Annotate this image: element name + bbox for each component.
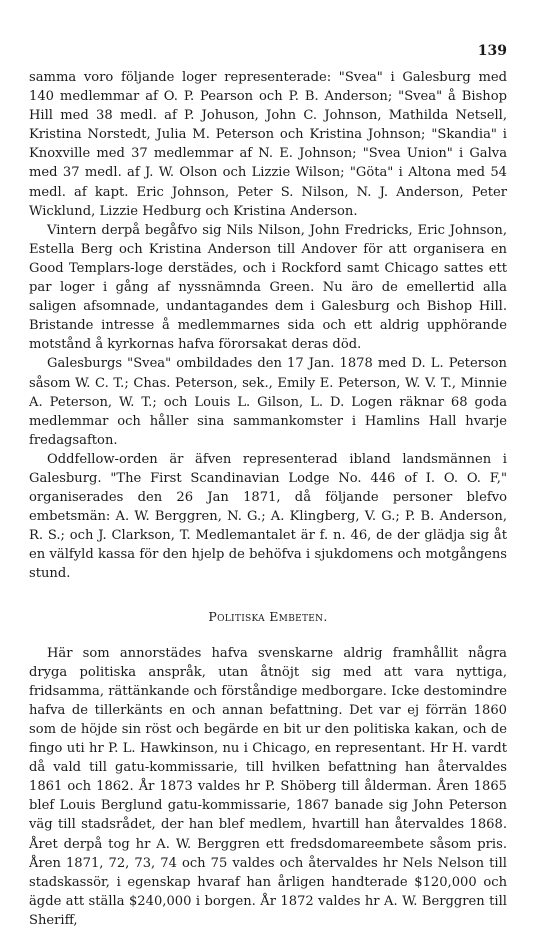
paragraph-political-offices: Här som annorstädes hafva svenskarne aldrig framhållit några dryga politiska anspråk, utan åtnöjt sig med att vara nyttiga, fridsamma, rättänkande och förståndige medborgare. Icke destomindre hafva de tillerkänts en och annan befattning. Det var ej förrän 1860 som de höjde sin röst och begärde en bit ur den politiska kakan, och de fingo uti hr P. L. Hawkinson, nu i Chicago, en representant. Hr H. vardt då vald till gatu-kommissarie, till hvilken befattning han återvaldes 1861 och 1862. År 1873 valdes hr P. Shöberg till ålderman. Åren 1865 blef Louis Berglund gatu-kommissarie, 1867 banade sig John Peterson väg till stadsrådet, der han blef medlem, hvartill han återvaldes 1868. Året derpå tog hr A. W. Berggren ett fredsdomareembete såsom pris. Åren 1871, 72, 73, 74 och 75 valdes och återvaldes hr Nels Nelson till stadskassör, i egenskap hvaraf han årligen handterade $120,000 och ägde att ställa $240,000 i borgen. År 1872 valdes hr A. W. Berggren till Sheriff, <box>29 645 507 928</box>
section-heading: Politiska Embeten. <box>208 608 328 624</box>
paragraph-andover-lodge: Vintern derpå begåfvo sig Nils Nilson, John Fredricks, Eric Johnson, Estella Berg och Kristina Anderson till Andover för att organisera en Good Templars-loge derstädes, och i Rockford samt Chicago sattes ett par loger i gång af nyssnämnda Green. Nu äro de emellertid alla saligen afsomnade, undantagandes dem i Galesburg och Bishop Hill. Bristande intresse å medlemmarnes sida och ett aldrig upphörande motstånd å kyrkornas hafva förorsakat deras död. <box>29 222 507 353</box>
paragraph-svea-reorganized: Galesburgs "Svea" ombildades den 17 Jan. 1878 med D. L. Peterson såsom W. C. T.; Chas. Peterson, sek., Emily E. Peterson, W. V. T., Minnie A. Peterson, W. T.; och Louis L. Gilson, L. D. Logen räknar 68 goda medlemmar och håller sina sammankomster i Hamlins Hall hvarje fredagsafton. <box>29 356 507 448</box>
page-number: 139 <box>477 43 507 59</box>
paragraph-oddfellow: Oddfellow-orden är äfven representerad ibland landsmännen i Galesburg. "The First Scandinavian Lodge No. 446 of I. O. O. F," organiserades den 26 Jan 1871, då följande personer blefvo embetsmän: A. W. Berggren, N. G.; A. Klingberg, V. G.; P. B. Anderson, R. S.; och J. Clarkson, T. Medlemantalet är f. n. 46, de der glädja sig åt en välfyld kassa för den hjelp de behöfva i sjukdomens och motgångens stund. <box>29 451 507 582</box>
book-page <box>29 42 507 930</box>
paragraph-lodges-list: samma voro följande loger representerade: "Svea" i Galesburg med 140 medlemmar af O. P. Pearson och P. B. Anderson; "Svea" å Bishop Hill med 38 medl. af P. Johuson, John C. Johnson, Mathilda Netsell, Kristina Norstedt, Julia M. Peterson och Kristina Johnson; "Skandia" i Knoxville med 37 medlemmar af N. E. Johnson; "Svea Union" i Galva med 37 medl. af J. W. Olson och Lizzie Wilson; "Göta" i Altona med 54 medl. af kapt. Eric Johnson, Peter S. Nilson, N. J. Anderson, Peter Wicklund, Lizzie Hedburg och Kristina Anderson. <box>29 70 507 219</box>
